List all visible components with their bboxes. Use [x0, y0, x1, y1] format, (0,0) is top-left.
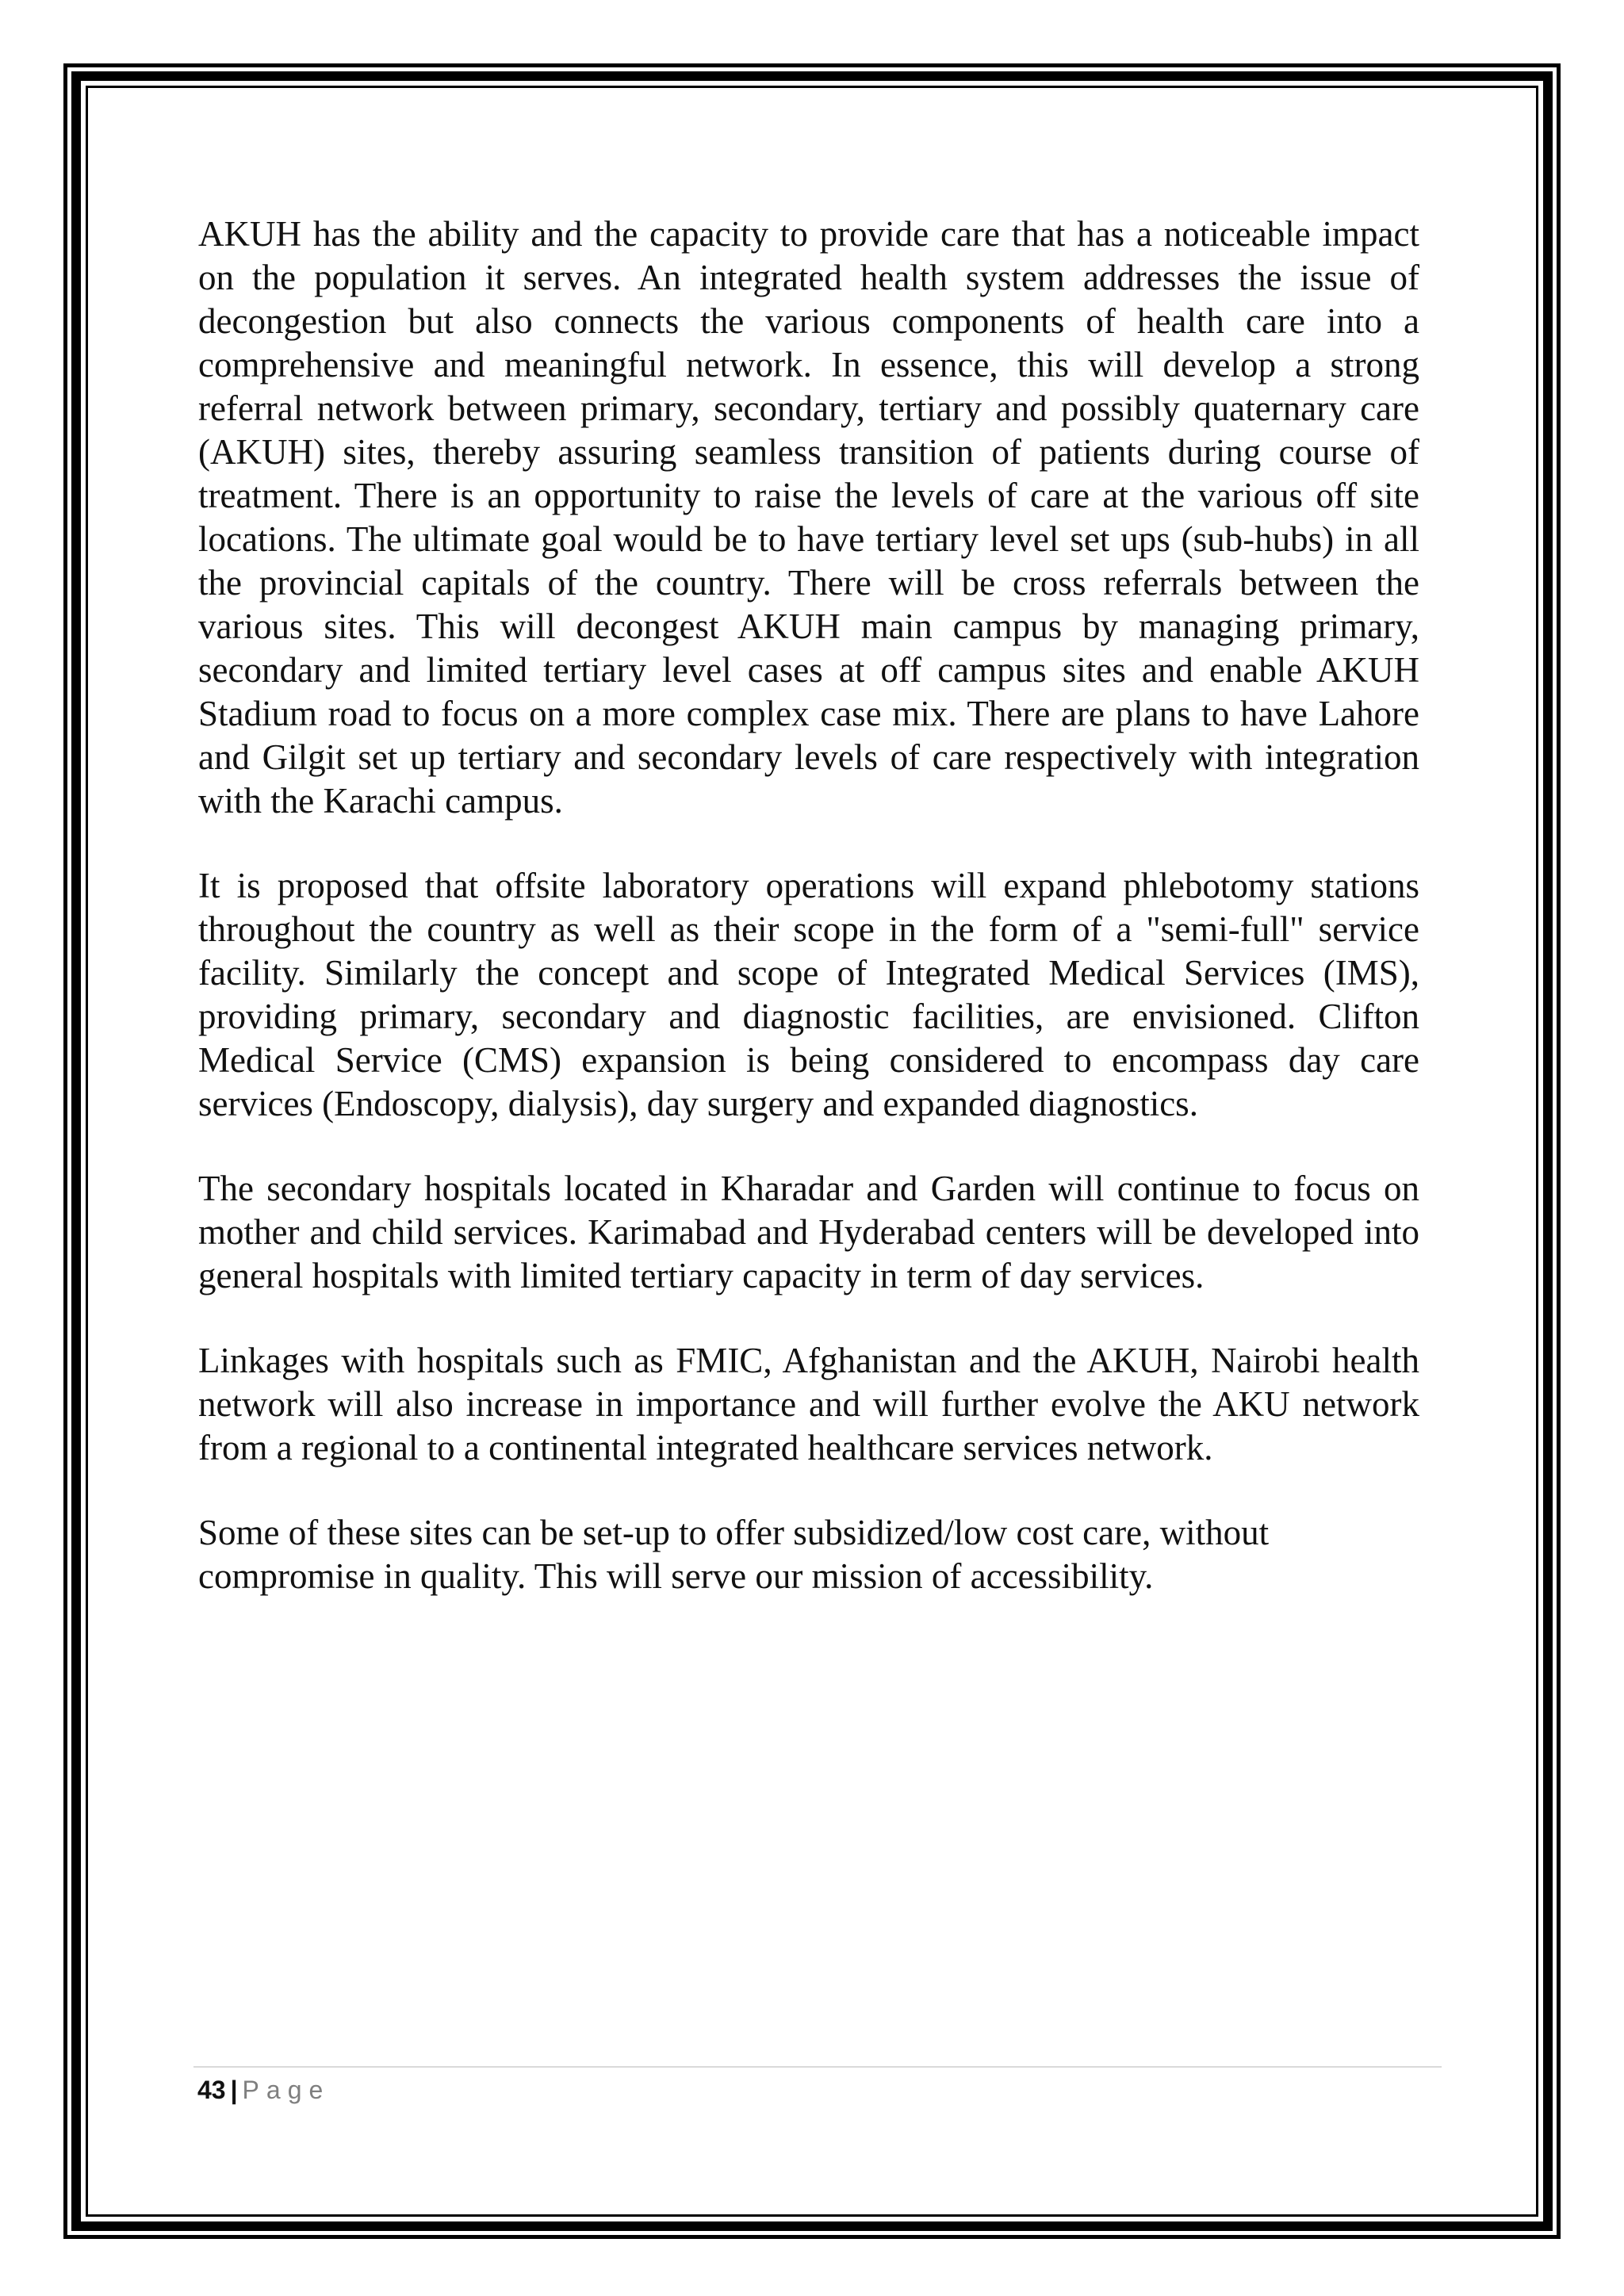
- paragraph-linkages: Linkages with hospitals such as FMIC, Afghanistan and the AKUH, Nairobi health network will also increase in importance and will further evolve the AKU network from a regional to a continental integrated healthcare services network.: [198, 1341, 1419, 1468]
- document-body: [198, 212, 1419, 1640]
- footer-separator: |: [230, 2076, 238, 2104]
- paragraph-secondary-hospitals: The secondary hospitals located in Kharadar and Garden will continue to focus on mother and child services. Karimabad and Hyderabad centers will be developed into general hospitals with limited tertiary capacity in term of day services.: [198, 1169, 1419, 1295]
- page-footer: [197, 2072, 330, 2107]
- paragraph-integrated-health-system: AKUH has the ability and the capacity to provide care that has a noticeable impact on the population it serves. An integrated health system addresses the issue of decongestion but also connects the various components of health care into a comprehensive and meaningful network. In essence, this will develop a strong referral network between primary, secondary, tertiary and possibly quaternary care (AKUH) sites, thereby assuring seamless transition of patients during course of treatment. There is an opportunity to raise the levels of care at the various off site locations. The ultimate goal would be to have tertiary level set ups (sub-hubs) in all the provincial capitals of the country. There will be cross referrals between the various sites. This will decongest AKUH main campus by managing primary, secondary and limited tertiary level cases at off campus sites and enable AKUH Stadium road to focus on a more complex case mix. There are plans to have Lahore and Gilgit set up tertiary and secondary levels of care respectively with integration with the Karachi campus.: [198, 214, 1419, 821]
- page-label: Page: [242, 2076, 331, 2104]
- paragraph-subsidized-care: Some of these sites can be set-up to offer subsidized/low cost care, without compromise in quality. This will serve our mission of accessibility.: [198, 1513, 1270, 1596]
- paragraph-offsite-laboratory: It is proposed that offsite laboratory operations will expand phlebotomy stations throughout the country as well as their scope in the form of a "semi-full" service facility. Similarly the concept and scope of Integrated Medical Services (IMS), providing primary, secondary and diagnostic facilities, are envisioned. Clifton Medical Service (CMS) expansion is being considered to encompass day care services (Endoscopy, dialysis), day surgery and expanded diagnostics.: [198, 866, 1419, 1123]
- page-number: 43: [197, 2076, 226, 2104]
- footer-divider: [193, 2066, 1442, 2068]
